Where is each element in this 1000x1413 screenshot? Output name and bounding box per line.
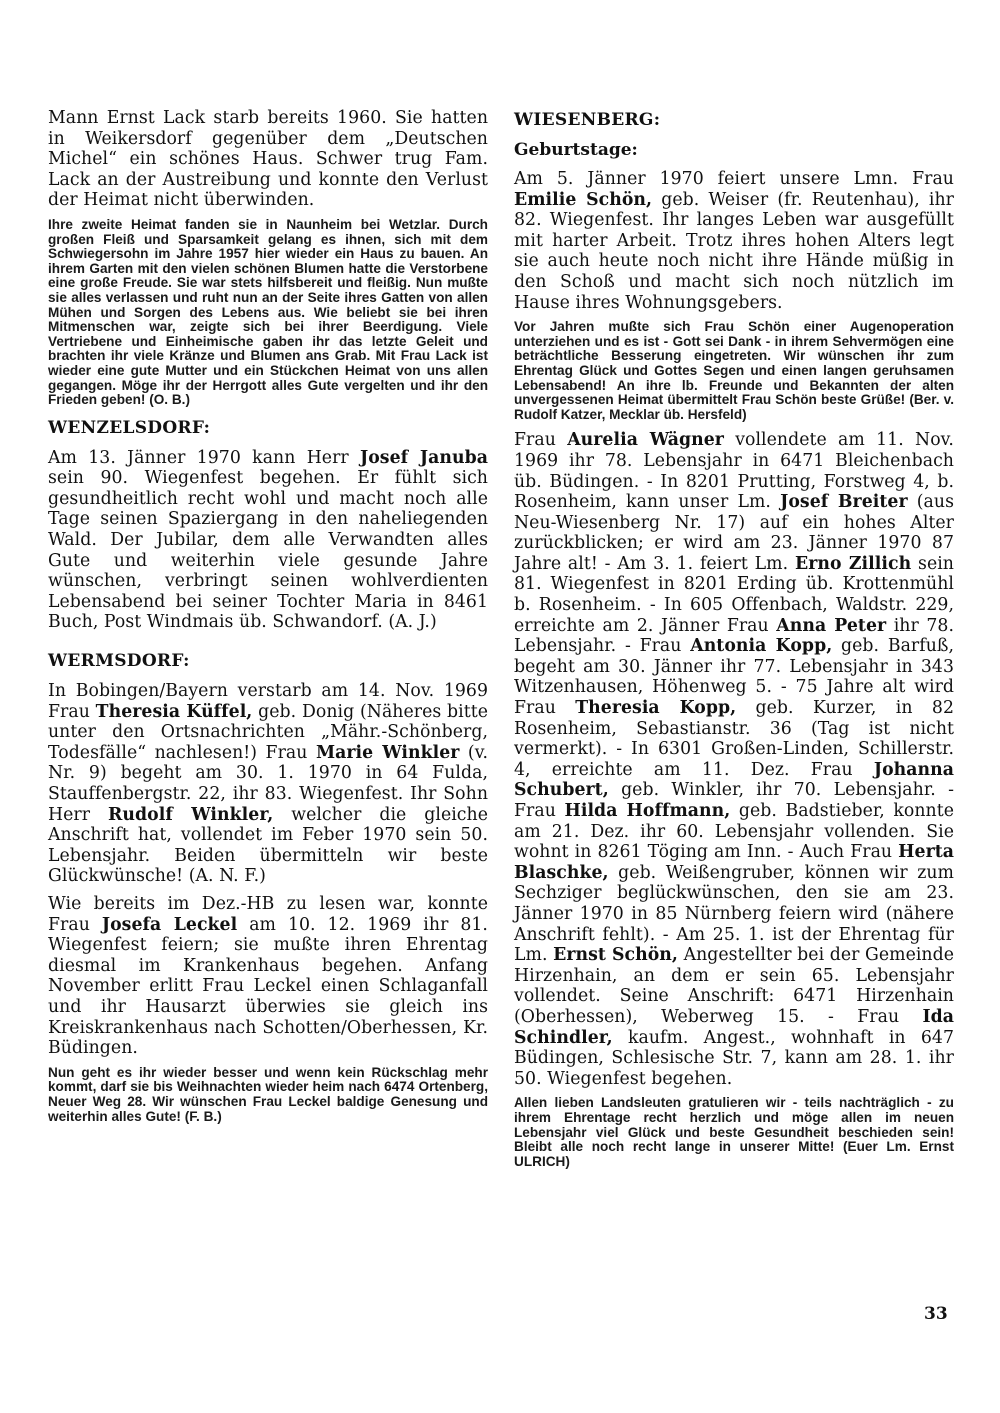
paragraph-wermsdorf-2: Wie bereits im Dez.-HB zu lesen war, konnte Frau Josefa Leckel am 10. 12. 1969 ihr 81. Wiegenfest feiern; sie mußte ihren Ehrentag diesmal im Krankenhaus begehen. Anfang November erlitt Frau Leckel einen Schlaganfall und ihr Hausarzt überwies sie gleich ins Kreiskrankenhaus nach Schotten/Oberhessen, Kr. Büdingen. — [48, 893, 488, 1059]
page-number: 33 — [924, 1304, 948, 1324]
paragraph-wenzelsdorf: Am 13. Jänner 1970 kann Herr Josef Januba sein 90. Wiegenfest begehen. Er fühlt sich gesundheitlich recht wohl und macht noch alle Tage seinen Spaziergang in den naheliegenden Wald. Der Jubilar, dem alle Verwandten alles Gute und weiterhin viele gesunde Jahre wünschen, verbringt seinen wohlverdienten Lebensabend bei seiner Tochter Maria in 8461 Buch, Post Windmais üb. Schwandorf. (A. J.) — [48, 447, 488, 633]
left-column — [48, 108, 488, 1132]
heading-wenzelsdorf: WENZELSDORF: — [48, 417, 211, 438]
paragraph-lack-obituary: Mann Ernst Lack starb bereits 1960. Sie hatten in Weikersdorf gegenüber dem „Deutschen Michel“ ein schönes Haus. Schwer trug Fam. Lack an der Austreibung und konnte den Verlust der Heimat nicht überwinden. — [48, 108, 488, 211]
right-column — [514, 108, 954, 1177]
paragraph-birthday-list: Frau Aurelia Wägner vollendete am 11. Nov. 1969 ihr 78. Lebensjahr in 6471 Bleichenbach üb. Büdingen. - In 8201 Prutting, Forstweg 4, b. Rosenheim, kann unser Lm. Josef Breiter (aus Neu-Wiesenberg Nr. 17) auf ein hohes Alter zurückblicken; er wird am 23. Jänner 1970 87 Jahre alt! - Am 3. 1. feiert Lm. Erno Zillich sein 81. Wiegenfest in 8201 Erding üb. Krottenmühl b. Rosenheim. - In 605 Offenbach, Waldstr. 229, erreichte am 2. Jänner Frau Anna Peter ihr 78. Lebensjahr. - Frau Antonia Kopp, geb. Barfuß, begeht am 30. Jänner ihr 77. Lebensjahr in 343 Witzenhausen, Höhenweg 5. - 75 Jahre alt wird Frau Theresia Kopp, geb. Kurzer, in 82 Rosenheim, Sebastianstr. 36 (Tag ist nicht vermerkt). - In 6301 Großen-Linden, Schillerstr. 4, erreichte am 11. Dez. Frau Johanna Schubert, geb. Winkler, ihr 70. Lebensjahr. - Frau Hilda Hoffmann, geb. Badstieber, konnte am 21. Dez. ihr 60. Lebensjahr vollenden. Sie wohnt in 8261 Töging am Inn. - Auch Frau Herta Blaschke, geb. Weißengruber, können wir zum Sechziger beglückwünschen, den sie am 23. Jänner 1970 in 85 Nürnberg feiern wird (nähere Anschrift fehlt). - Am 25. 1. ist der Ehrentag für Lm. Ernst Schön, Angestellter bei der Gemeinde Hirzenhain, an dem er sein 65. Lebensjahr vollendet. Seine Anschrift: 6471 Hirzenhain (Oberhessen), Weberweg 15. - Frau Ida Schindler, kaufm. Angest., wohnhaft in 647 Büdingen, Schlesische Str. 7, kann am 28. 1. ihr 50. Wiegenfest begehen. — [514, 430, 955, 1089]
paragraph-emilie-schoen: Am 5. Jänner 1970 feiert unsere Lmn. Frau Emilie Schön, geb. Weiser (fr. Reutenhau), ihr 82. Wiegenfest. Ihr langes Leben war ausgefüllt mit harter Arbeit. Trotz ihres hohen Alters legt sie auch heute noch nicht ihre Hände müßig in den Schoß und macht sich noch nützlich im Hause ihres Wohnungsgebers. — [514, 169, 954, 313]
paragraph-wermsdorf-1: In Bobingen/Bayern verstarb am 14. Nov. 1969 Frau Theresia Küffel, geb. Donig (Näheres bitte unter den Ortsnachrichten „Mähr.-Schönberg, Todesfälle“ nachlesen!) Frau Marie Winkler (v. Nr. 9) begeht am 30. 1. 1970 in 64 Fulda, Stauffenbergstr. 22, ihr 83. Wiegenfest. Ihr Sohn Herr Rudolf Winkler, welcher die gleiche Anschrift hat, vollendet im Feber 1970 sein 50. Lebensjahr. Beiden übermitteln wir beste Glückwünsche! (A. N. F.) — [48, 681, 489, 887]
paragraph-lack-second-home: Ihre zweite Heimat fanden sie in Naunheim bei Wetzlar. Durch großen Fleiß und Sparsamkeit gelang es ihnen, sich mit dem Schwiegersohn im Jahre 1957 hier wieder ein Haus zu bauen. An ihrem Garten mit den vielen schönen Blumen hatte die Verstorbene eine große Freude. Sie war stets hilfsbereit und fleißig. Nun mußte sie alles verlassen und ruht nun an der Seite ihres Gatten von allen Mühen und Sorgen des Lebens aus. Wie beliebt sie bei ihren Mitmenschen war, zeigte sich bei ihrer Beerdigung. Viele Vertriebene und Einheimische gaben ihr das letzte Geleit und brachten ihr viele Kränze und Blumen ans Grab. Mit Frau Lack ist wieder eine gute Mutter und ein Stückchen Heimat von uns allen gegangen. Möge ihr der Herrgott alles Gute vergelten und ihr den Frieden geben! (O. B.) — [48, 216, 488, 408]
paragraph-closing-greetings: Allen lieben Landsleuten gratulieren wir - teils nachträglich - zu ihrem Ehrentage recht herzlich und möge allen im neuen Lebensjahr viel Glück und beste Gesundheit beschieden sein! Bleibt alle noch recht lange in unserer Mitte! (Euer Lm. Ernst ULRICH) — [514, 1095, 954, 1169]
paragraph-augenoperation: Vor Jahren mußte sich Frau Schön einer Augenoperation unterziehen und es ist - Gott sei Dank - in ihrem Sehvermögen eine beträchtliche Besserung eingetreten. Wir wünschen ihr zum Ehrentag Glück und Gottes Segen und einen langen geruhsamen Lebensabend! An ihre lb. Freunde und Bekannten der alten unvergessenen Heimat übermittelt Frau Schön beste Grüße! (Ber. v. Rudolf Katzer, Mecklar üb. Hersfeld) — [514, 319, 954, 422]
heading-wermsdorf: WERMSDORF: — [48, 651, 190, 672]
subheading-geburtstage: Geburtstage: — [514, 140, 638, 160]
paragraph-wermsdorf-3: Nun geht es ihr wieder besser und wenn kein Rückschlag mehr kommt, darf sie bis Weihnachten wieder heim nach 6474 Ortenberg, Neuer Weg 28. Wir wünschen Frau Leckel baldige Genesung und weiterhin alles Gute! (F. B.) — [48, 1064, 488, 1124]
heading-wiesenberg: WIESENBERG: — [514, 110, 661, 130]
